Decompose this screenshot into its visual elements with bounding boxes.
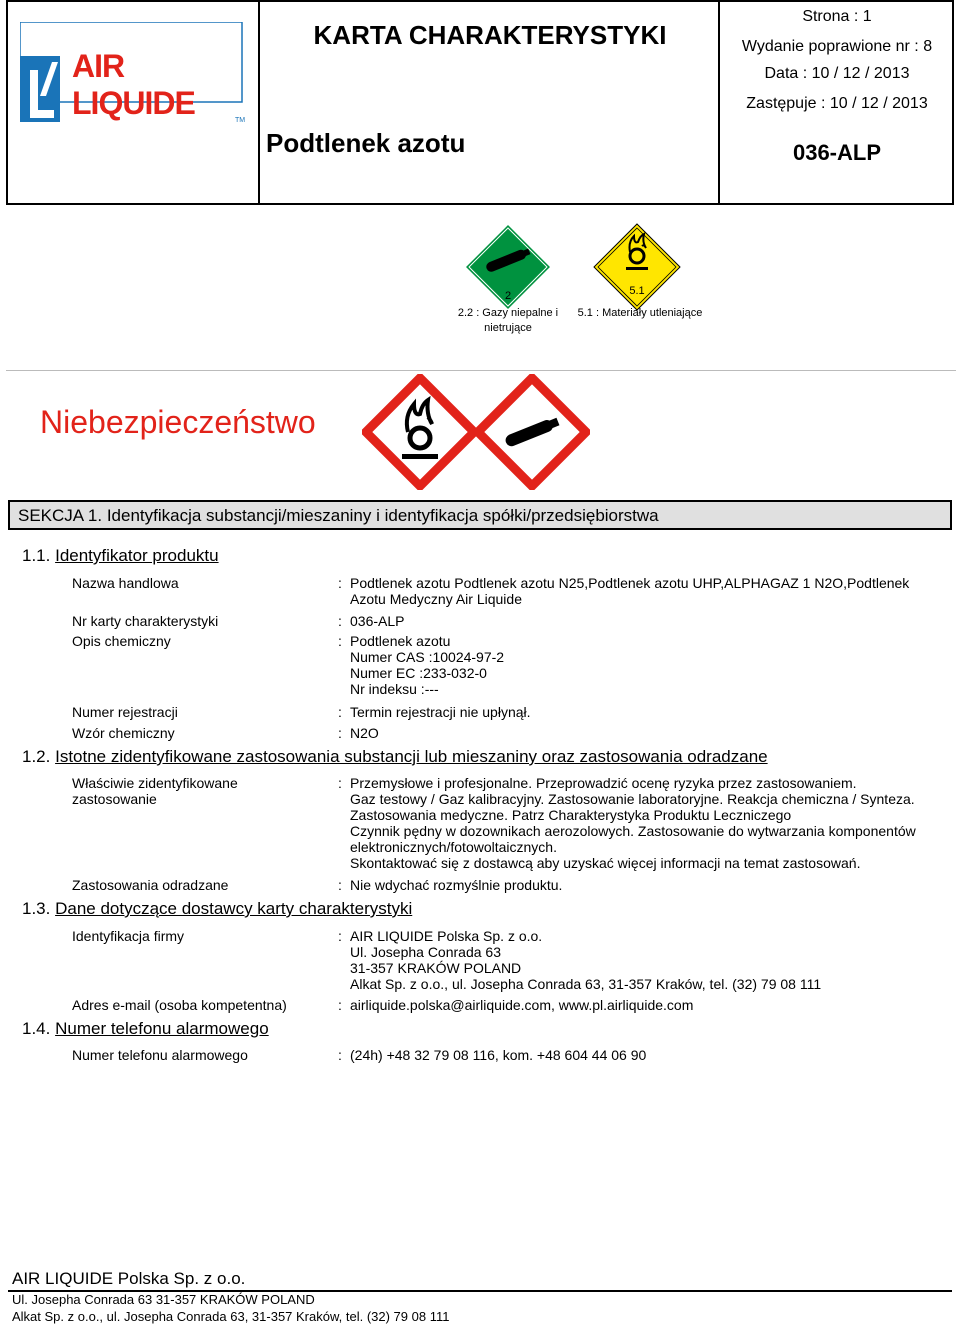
subsection-title: Numer telefonu alarmowego (55, 1019, 269, 1038)
emergency-phone-label: Numer telefonu alarmowego (72, 1047, 248, 1063)
subsection-number: 1.3. (22, 899, 51, 918)
trade-name-label: Nazwa handlowa (72, 575, 179, 591)
subsection-title: Istotne zidentyfikowane zastosowania substancji lub mieszaniny oraz zastosowania odradzane (55, 747, 768, 766)
value-line: Gaz testowy / Gaz kalibracyjny. Zastosowanie laboratoryjne. Reakcja chemiczna / Synteza. (350, 791, 915, 807)
transport-label-line: 5.1 : Materiały utleniające (577, 307, 703, 319)
title-cell (260, 2, 720, 203)
gas-cylinder-icon (463, 222, 553, 312)
footer-company: AIR LIQUIDE Polska Sp. z o.o. (12, 1269, 246, 1288)
footer-affiliate: Alkat Sp. z o.o., ul. Josepha Conrada 63, 31-357 Kraków, tel. (32) 79 08 111 (12, 1309, 450, 1324)
signal-word: Niebezpieczeństwo (40, 404, 316, 440)
label-line: zastosowanie (72, 791, 157, 807)
footer-address: Ul. Josepha Conrada 63 31-357 KRAKÓW POLAND (12, 1292, 315, 1307)
colon: : (338, 1047, 342, 1063)
value-line: Azotu Medyczny Air Liquide (350, 591, 522, 607)
value-line: Skontaktować się z dostawcą aby uzyskać więcej informacji na temat zastosowań. (350, 855, 861, 871)
subsection-number: 1.2. (22, 747, 51, 766)
colon: : (338, 725, 342, 741)
registration-number-value: Termin rejestracji nie upłynął. (350, 704, 531, 720)
value-line: Ul. Josepha Conrada 63 (350, 944, 501, 960)
sds-number-value: 036-ALP (350, 613, 405, 629)
colon: : (338, 575, 342, 591)
value-line: Podtlenek azotu (350, 633, 451, 649)
flame-over-circle-icon (592, 222, 682, 312)
value-line: Podtlenek azotu Podtlenek azotu N25,Podtlenek azotu UHP,ALPHAGAZ 1 N2O,Podtlenek (350, 575, 910, 591)
value-line: Zastosowania medyczne. Patrz Charakterystyka Produktu Leczniczego (350, 807, 792, 823)
product-name: Podtlenek azotu (266, 128, 466, 158)
subsection-1-4-heading (22, 1019, 269, 1039)
ghs-gas-cylinder-icon (474, 374, 590, 490)
value-line: elektronicznych/fotowoltaicznych. (350, 839, 557, 855)
value-line: 31-357 KRAKÓW POLAND (350, 960, 522, 976)
trade-name-value (350, 575, 950, 607)
colon: : (338, 613, 342, 629)
uses-advised-against-label: Zastosowania odradzane (72, 877, 229, 893)
divider (6, 370, 956, 371)
email-value: airliquide.polska@airliquide.com, www.pl.airliquide.com (350, 997, 694, 1013)
chemical-description-label: Opis chemiczny (72, 633, 171, 649)
uses-advised-against-value: Nie wdychać rozmyślnie produktu. (350, 877, 563, 893)
supersedes-date: Zastępuje : 10 / 12 / 2013 (746, 95, 928, 112)
chemical-formula-label: Wzór chemiczny (72, 725, 175, 741)
meta-cell (720, 2, 954, 203)
footer-divider (8, 1290, 952, 1292)
section-1-heading: SEKCJA 1. Identyfikacja substancji/mieszaniny i identyfikacja spółki/przedsiębiorstwa (8, 500, 952, 530)
svg-text:2: 2 (504, 290, 512, 302)
subsection-number: 1.1. (22, 546, 51, 565)
value-line: AIR LIQUIDE Polska Sp. z o.o. (350, 928, 543, 944)
value-line: Numer EC :233-032-0 (350, 665, 487, 681)
chemical-description-value (350, 633, 950, 697)
transport-label-5-1 (570, 306, 710, 321)
identified-uses-label (72, 775, 238, 807)
logo-trademark: TM (235, 117, 246, 124)
subsection-1-3-heading (22, 899, 412, 919)
ghs-oxidizer-icon (362, 374, 478, 490)
colon: : (338, 704, 342, 720)
transport-label-2-2 (450, 306, 566, 336)
logo-text: AIR LIQUIDE (72, 48, 195, 121)
revision-number: Wydanie poprawione nr : 8 (741, 38, 933, 55)
value-line: Numer CAS :10024-97-2 (350, 649, 505, 665)
transport-label-line: 2.2 : Gazy niepalne i (457, 307, 559, 319)
colon: : (338, 633, 342, 649)
value-line: Nr indeksu :--- (350, 681, 439, 697)
sds-number-label: Nr karty charakterystyki (72, 613, 219, 629)
product-code: 036-ALP (792, 140, 882, 165)
value-line: Alkat Sp. z o.o., ul. Josepha Conrada 63, 31-357 Kraków, tel. (32) 79 08 111 (350, 976, 822, 992)
colon: : (338, 997, 342, 1013)
colon: : (338, 775, 342, 791)
subsection-1-2-heading (22, 747, 768, 767)
document-title: KARTA CHARAKTERYSTYKI (313, 20, 667, 50)
revision-date: Data : 10 / 12 / 2013 (764, 65, 910, 82)
emergency-phone-value: (24h) +48 32 79 08 116, kom. +48 604 44 06 90 (350, 1047, 647, 1063)
chemical-formula-value: N2O (350, 725, 379, 741)
registration-number-label: Numer rejestracji (72, 704, 178, 720)
value-line: Przemysłowe i profesjonalne. Przeprowadzić ocenę ryzyka przez zastosowaniem. (350, 775, 857, 791)
identified-uses-value (350, 775, 950, 871)
subsection-1-1-heading (22, 546, 219, 566)
page-number: Strona : 1 (802, 8, 872, 25)
subsection-number: 1.4. (22, 1019, 51, 1038)
subsection-title: Dane dotyczące dostawcy karty charakterystyki (55, 899, 413, 918)
logo-cell (8, 2, 260, 203)
colon: : (338, 877, 342, 893)
company-identification-label: Identyfikacja firmy (72, 928, 185, 944)
transport-label-line: nietrujące (484, 322, 532, 334)
value-line: Czynnik pędny w dozownikach aerozolowych. Zastosowanie do wytwarzania komponentów (350, 823, 916, 839)
subsection-title: Identyfikator produktu (55, 546, 219, 565)
colon: : (338, 928, 342, 944)
svg-text:5.1: 5.1 (629, 285, 645, 297)
document-header (6, 0, 954, 205)
company-identification-value (350, 928, 950, 992)
label-line: Właściwie zidentyfikowane (72, 775, 238, 791)
air-liquide-logo (20, 22, 245, 122)
email-label: Adres e-mail (osoba kompetentna) (72, 997, 287, 1013)
